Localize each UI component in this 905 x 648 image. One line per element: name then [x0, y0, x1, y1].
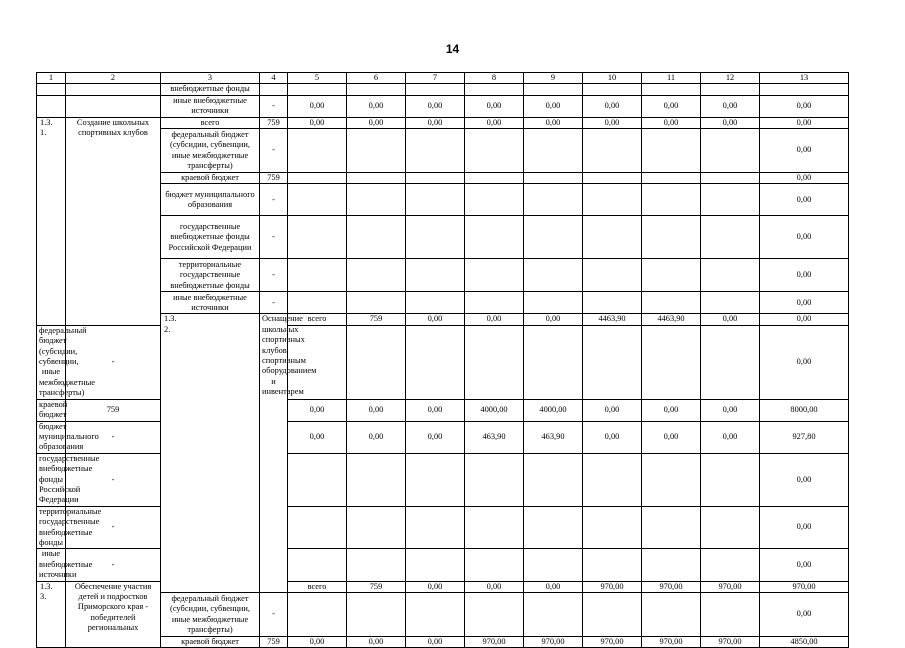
code-cell [260, 84, 288, 95]
header-cell-6: 6 [347, 73, 406, 84]
item-name-cell [66, 84, 161, 95]
value-cell-col13 [760, 84, 849, 95]
table-row [37, 117, 849, 128]
header-cell-9: 9 [524, 73, 583, 84]
value-cell-col6: 0,00 [347, 421, 406, 453]
value-cell-col6 [347, 325, 406, 399]
header-cell-11: 11 [642, 73, 701, 84]
value-cell-col11 [642, 84, 701, 95]
item-name-cell: Обеспечение участия детей и подростков Приморского края - победителей региональных [66, 581, 161, 648]
funding-source-cell: территориальные государственные внебюджетные фонды [161, 259, 260, 292]
value-cell-col12: 0,00 [701, 421, 760, 453]
item-name-cell: Оснащение школьных спортивных клубов спортивным оборудованием и инвентарем [260, 314, 288, 593]
value-cell-col5 [288, 216, 347, 259]
funding-source-cell: государственные внебюджетные фонды Российской Федерации [161, 216, 260, 259]
value-cell-col12 [701, 259, 760, 292]
header-cell-10: 10 [583, 73, 642, 84]
value-cell-col8: 0,00 [465, 117, 524, 128]
value-cell-col6: 0,00 [465, 581, 524, 592]
value-cell-col11 [642, 259, 701, 292]
header-cell-13: 13 [760, 73, 849, 84]
value-cell-col5 [288, 593, 347, 637]
code-cell: 759 [347, 314, 406, 325]
funding-source-cell: краевой бюджет [161, 173, 260, 184]
header-cell-4: 4 [260, 73, 288, 84]
value-cell-col5: 0,00 [288, 399, 347, 421]
value-cell-col8: 970,00 [465, 637, 524, 648]
table-row [37, 84, 849, 95]
value-cell-col6 [347, 216, 406, 259]
value-cell-col12 [701, 292, 760, 314]
value-cell-col6 [347, 173, 406, 184]
value-cell-col10 [583, 259, 642, 292]
header-cell-2: 2 [66, 73, 161, 84]
funding-source-cell: государственные внебюджетные фонды Российской Федерации [37, 453, 66, 506]
value-cell-col7: 0,00 [406, 421, 465, 453]
value-cell-col6 [347, 259, 406, 292]
value-cell-col9 [524, 292, 583, 314]
value-cell-col7 [406, 549, 465, 581]
value-cell-col8: 4000,00 [465, 399, 524, 421]
value-cell-col12 [701, 129, 760, 173]
table-row [37, 506, 849, 549]
value-cell-col9 [524, 173, 583, 184]
item-number-cell: 1.3. 1. [37, 117, 66, 325]
funding-source-cell: иные внебюджетные источники [161, 292, 260, 314]
value-cell-col13: 0,00 [760, 184, 849, 216]
value-cell-col8: 0,00 [465, 95, 524, 117]
value-cell-col8 [465, 216, 524, 259]
value-cell-col8 [465, 506, 524, 549]
value-cell-col5: 0,00 [288, 421, 347, 453]
code-cell: - [66, 506, 161, 549]
value-cell-col8 [465, 292, 524, 314]
value-cell-col9 [524, 216, 583, 259]
value-cell-col7 [406, 506, 465, 549]
value-cell-col7 [406, 129, 465, 173]
value-cell-col8 [465, 259, 524, 292]
code-cell: - [260, 95, 288, 117]
value-cell-col13: 0,00 [760, 129, 849, 173]
value-cell-col10: 970,00 [583, 637, 642, 648]
value-cell-col8 [465, 593, 524, 637]
value-cell-col6 [347, 453, 406, 506]
value-cell-col9 [524, 259, 583, 292]
value-cell-col10 [583, 593, 642, 637]
value-cell-col12 [701, 506, 760, 549]
value-cell-col10 [583, 216, 642, 259]
value-cell-col11: 970,00 [642, 637, 701, 648]
value-cell-col10 [583, 549, 642, 581]
item-name-cell: Создание школьных спортивных клубов [66, 117, 161, 325]
value-cell-col11 [642, 216, 701, 259]
value-cell-col8 [465, 184, 524, 216]
value-cell-col7 [406, 259, 465, 292]
funding-source-cell: федеральный бюджет (субсидии, субвенции, иные межбюджетные трансферты) [37, 325, 66, 399]
header-cell-8: 8 [465, 73, 524, 84]
value-cell-col5 [288, 549, 347, 581]
code-cell: - [260, 129, 288, 173]
value-cell-col6 [347, 292, 406, 314]
value-cell-col10: 0,00 [701, 314, 760, 325]
value-cell-col10: 0,00 [583, 421, 642, 453]
value-cell-col11: 0,00 [642, 95, 701, 117]
value-cell-col9: 0,00 [524, 117, 583, 128]
value-cell-col10: 0,00 [583, 399, 642, 421]
header-cell-12: 12 [701, 73, 760, 84]
funding-source-cell: федеральный бюджет (субсидии, субвенции, иные межбюджетные трансферты) [161, 129, 260, 173]
value-cell-col9 [524, 593, 583, 637]
value-cell-col13: 4850,00 [760, 637, 849, 648]
header-row [37, 73, 849, 84]
code-cell: 759 [66, 399, 161, 421]
value-cell-col9 [524, 506, 583, 549]
value-cell-col13: 8000,00 [760, 399, 849, 421]
item-name-cell [66, 95, 161, 117]
value-cell-col6: 0,00 [347, 637, 406, 648]
value-cell-col5 [288, 84, 347, 95]
code-cell: - [260, 184, 288, 216]
value-cell-col11: 0,00 [642, 421, 701, 453]
header-cell-3: 3 [161, 73, 260, 84]
value-cell-col5: 0,00 [406, 314, 465, 325]
code-cell: - [66, 421, 161, 453]
value-cell-col7 [406, 292, 465, 314]
code-cell: 759 [260, 637, 288, 648]
value-cell-col9 [524, 453, 583, 506]
funding-source-cell: краевой бюджет [161, 637, 260, 648]
value-cell-col12: 0,00 [701, 117, 760, 128]
value-cell-col11 [642, 184, 701, 216]
funding-source-cell: бюджет муниципального образования [161, 184, 260, 216]
value-cell-col13: 0,00 [760, 173, 849, 184]
value-cell-col11: 0,00 [642, 399, 701, 421]
value-cell-col13: 0,00 [760, 117, 849, 128]
value-cell-col13: 0,00 [760, 549, 849, 581]
value-cell-col8 [465, 129, 524, 173]
value-cell-col8 [465, 453, 524, 506]
value-cell-col7: 0,00 [524, 314, 583, 325]
value-cell-col7 [406, 84, 465, 95]
value-cell-col9: 4000,00 [524, 399, 583, 421]
value-cell-col9: 970,00 [642, 581, 701, 592]
value-cell-col6 [347, 184, 406, 216]
value-cell-col5 [288, 173, 347, 184]
budget-table [36, 72, 849, 648]
value-cell-col7 [406, 593, 465, 637]
value-cell-col10 [583, 325, 642, 399]
value-cell-col8: 4463,90 [583, 314, 642, 325]
value-cell-col9: 463,90 [524, 421, 583, 453]
value-cell-col7: 0,00 [406, 637, 465, 648]
value-cell-col6 [347, 129, 406, 173]
value-cell-col12 [701, 593, 760, 637]
value-cell-col9: 0,00 [524, 95, 583, 117]
value-cell-col6: 0,00 [347, 399, 406, 421]
value-cell-col7: 0,00 [406, 117, 465, 128]
header-cell-1: 1 [37, 73, 66, 84]
table-row [37, 549, 849, 581]
value-cell-col12: 0,00 [701, 399, 760, 421]
table-row [37, 421, 849, 453]
value-cell-col5: 0,00 [288, 637, 347, 648]
value-cell-col5 [288, 129, 347, 173]
table-row [37, 95, 849, 117]
item-number-cell: 1.3. 2. [161, 314, 260, 593]
value-cell-col13: 0,00 [760, 216, 849, 259]
value-cell-col9 [524, 549, 583, 581]
value-cell-col12 [701, 84, 760, 95]
value-cell-col9: 4463,90 [642, 314, 701, 325]
value-cell-col8 [465, 325, 524, 399]
value-cell-col5: 0,00 [406, 581, 465, 592]
value-cell-col9: 970,00 [524, 637, 583, 648]
funding-source-cell: бюджет муниципального образования [37, 421, 66, 453]
value-cell-col13: 0,00 [760, 453, 849, 506]
value-cell-col10: 970,00 [701, 581, 760, 592]
table-row [37, 581, 849, 592]
value-cell-col7 [406, 184, 465, 216]
value-cell-col9 [524, 129, 583, 173]
funding-source-cell: территориальные государственные внебюджетные фонды [37, 506, 66, 549]
value-cell-col6 [347, 84, 406, 95]
value-cell-col11 [642, 506, 701, 549]
value-cell-col5 [288, 292, 347, 314]
value-cell-col13: 0,00 [760, 259, 849, 292]
value-cell-col12 [701, 173, 760, 184]
value-cell-col7: 0,00 [524, 581, 583, 592]
value-cell-col7 [406, 453, 465, 506]
value-cell-col10: 0,00 [583, 95, 642, 117]
value-cell-col8 [465, 84, 524, 95]
value-cell-col7 [406, 216, 465, 259]
page-number: 14 [445, 42, 460, 56]
value-cell-col12 [701, 453, 760, 506]
item-number-cell [37, 95, 66, 117]
value-cell-col10 [583, 453, 642, 506]
code-cell: 759 [347, 581, 406, 592]
value-cell-col7 [406, 325, 465, 399]
value-cell-col7: 0,00 [406, 95, 465, 117]
value-cell-col8 [465, 173, 524, 184]
value-cell-col12 [701, 325, 760, 399]
item-number-cell [37, 84, 66, 95]
funding-source-cell: федеральный бюджет (субсидии, субвенции, иные межбюджетные трансферты) [161, 593, 260, 637]
header-cell-5: 5 [288, 73, 347, 84]
value-cell-col8 [465, 549, 524, 581]
funding-source-cell: иные внебюджетные источники [37, 549, 66, 581]
value-cell-col12 [701, 216, 760, 259]
value-cell-col10 [583, 129, 642, 173]
header-cell-7: 7 [406, 73, 465, 84]
value-cell-col7: 0,00 [406, 399, 465, 421]
code-cell: 759 [260, 173, 288, 184]
funding-source-cell: всего [288, 581, 347, 592]
code-cell: - [66, 453, 161, 506]
value-cell-col12: 0,00 [701, 95, 760, 117]
code-cell: - [260, 259, 288, 292]
value-cell-col11: 0,00 [642, 117, 701, 128]
value-cell-col10 [583, 506, 642, 549]
value-cell-col9 [524, 325, 583, 399]
value-cell-col5 [288, 184, 347, 216]
value-cell-col5 [288, 453, 347, 506]
value-cell-col13: 0,00 [760, 95, 849, 117]
value-cell-col6 [347, 506, 406, 549]
value-cell-col7 [406, 173, 465, 184]
value-cell-col12: 970,00 [701, 637, 760, 648]
value-cell-col13: 0,00 [760, 506, 849, 549]
value-cell-col6: 0,00 [347, 117, 406, 128]
funding-source-cell: краевой бюджет [37, 399, 66, 421]
value-cell-col10 [583, 184, 642, 216]
value-cell-col11 [642, 453, 701, 506]
table-row [37, 399, 849, 421]
value-cell-col13: 0,00 [760, 593, 849, 637]
value-cell-col11 [642, 325, 701, 399]
value-cell-col6 [347, 593, 406, 637]
funding-source-cell: внебюджетные фонды [161, 84, 260, 95]
value-cell-col11: 970,00 [760, 581, 849, 592]
value-cell-col9 [524, 184, 583, 216]
value-cell-col10 [583, 292, 642, 314]
value-cell-col9 [524, 84, 583, 95]
table-body [37, 84, 849, 648]
value-cell-col5: 0,00 [288, 95, 347, 117]
value-cell-col11 [642, 593, 701, 637]
code-cell: - [66, 325, 161, 399]
item-number-cell: 1.3. 3. [37, 581, 66, 648]
value-cell-col10 [583, 84, 642, 95]
value-cell-col13: 0,00 [760, 325, 849, 399]
value-cell-col11: 0,00 [760, 314, 849, 325]
value-cell-col11 [642, 129, 701, 173]
value-cell-col8: 463,90 [465, 421, 524, 453]
value-cell-col6: 0,00 [347, 95, 406, 117]
table-row [37, 325, 849, 399]
value-cell-col6: 0,00 [465, 314, 524, 325]
value-cell-col10: 0,00 [583, 117, 642, 128]
value-cell-col5: 0,00 [288, 117, 347, 128]
value-cell-col5 [288, 259, 347, 292]
value-cell-col8: 970,00 [583, 581, 642, 592]
value-cell-col12 [701, 549, 760, 581]
code-cell: - [260, 292, 288, 314]
value-cell-col5 [288, 506, 347, 549]
value-cell-col13: 927,80 [760, 421, 849, 453]
funding-source-cell: всего [161, 117, 260, 128]
value-cell-col13: 0,00 [760, 292, 849, 314]
code-cell: - [66, 549, 161, 581]
value-cell-col11 [642, 549, 701, 581]
value-cell-col11 [642, 292, 701, 314]
code-cell: - [260, 216, 288, 259]
funding-source-cell: иные внебюджетные источники [161, 95, 260, 117]
code-cell: - [260, 593, 288, 637]
table-row [37, 453, 849, 506]
value-cell-col11 [642, 173, 701, 184]
value-cell-col6 [347, 549, 406, 581]
funding-source-cell: всего [288, 314, 347, 325]
value-cell-col10 [583, 173, 642, 184]
value-cell-col12 [701, 184, 760, 216]
code-cell: 759 [260, 117, 288, 128]
